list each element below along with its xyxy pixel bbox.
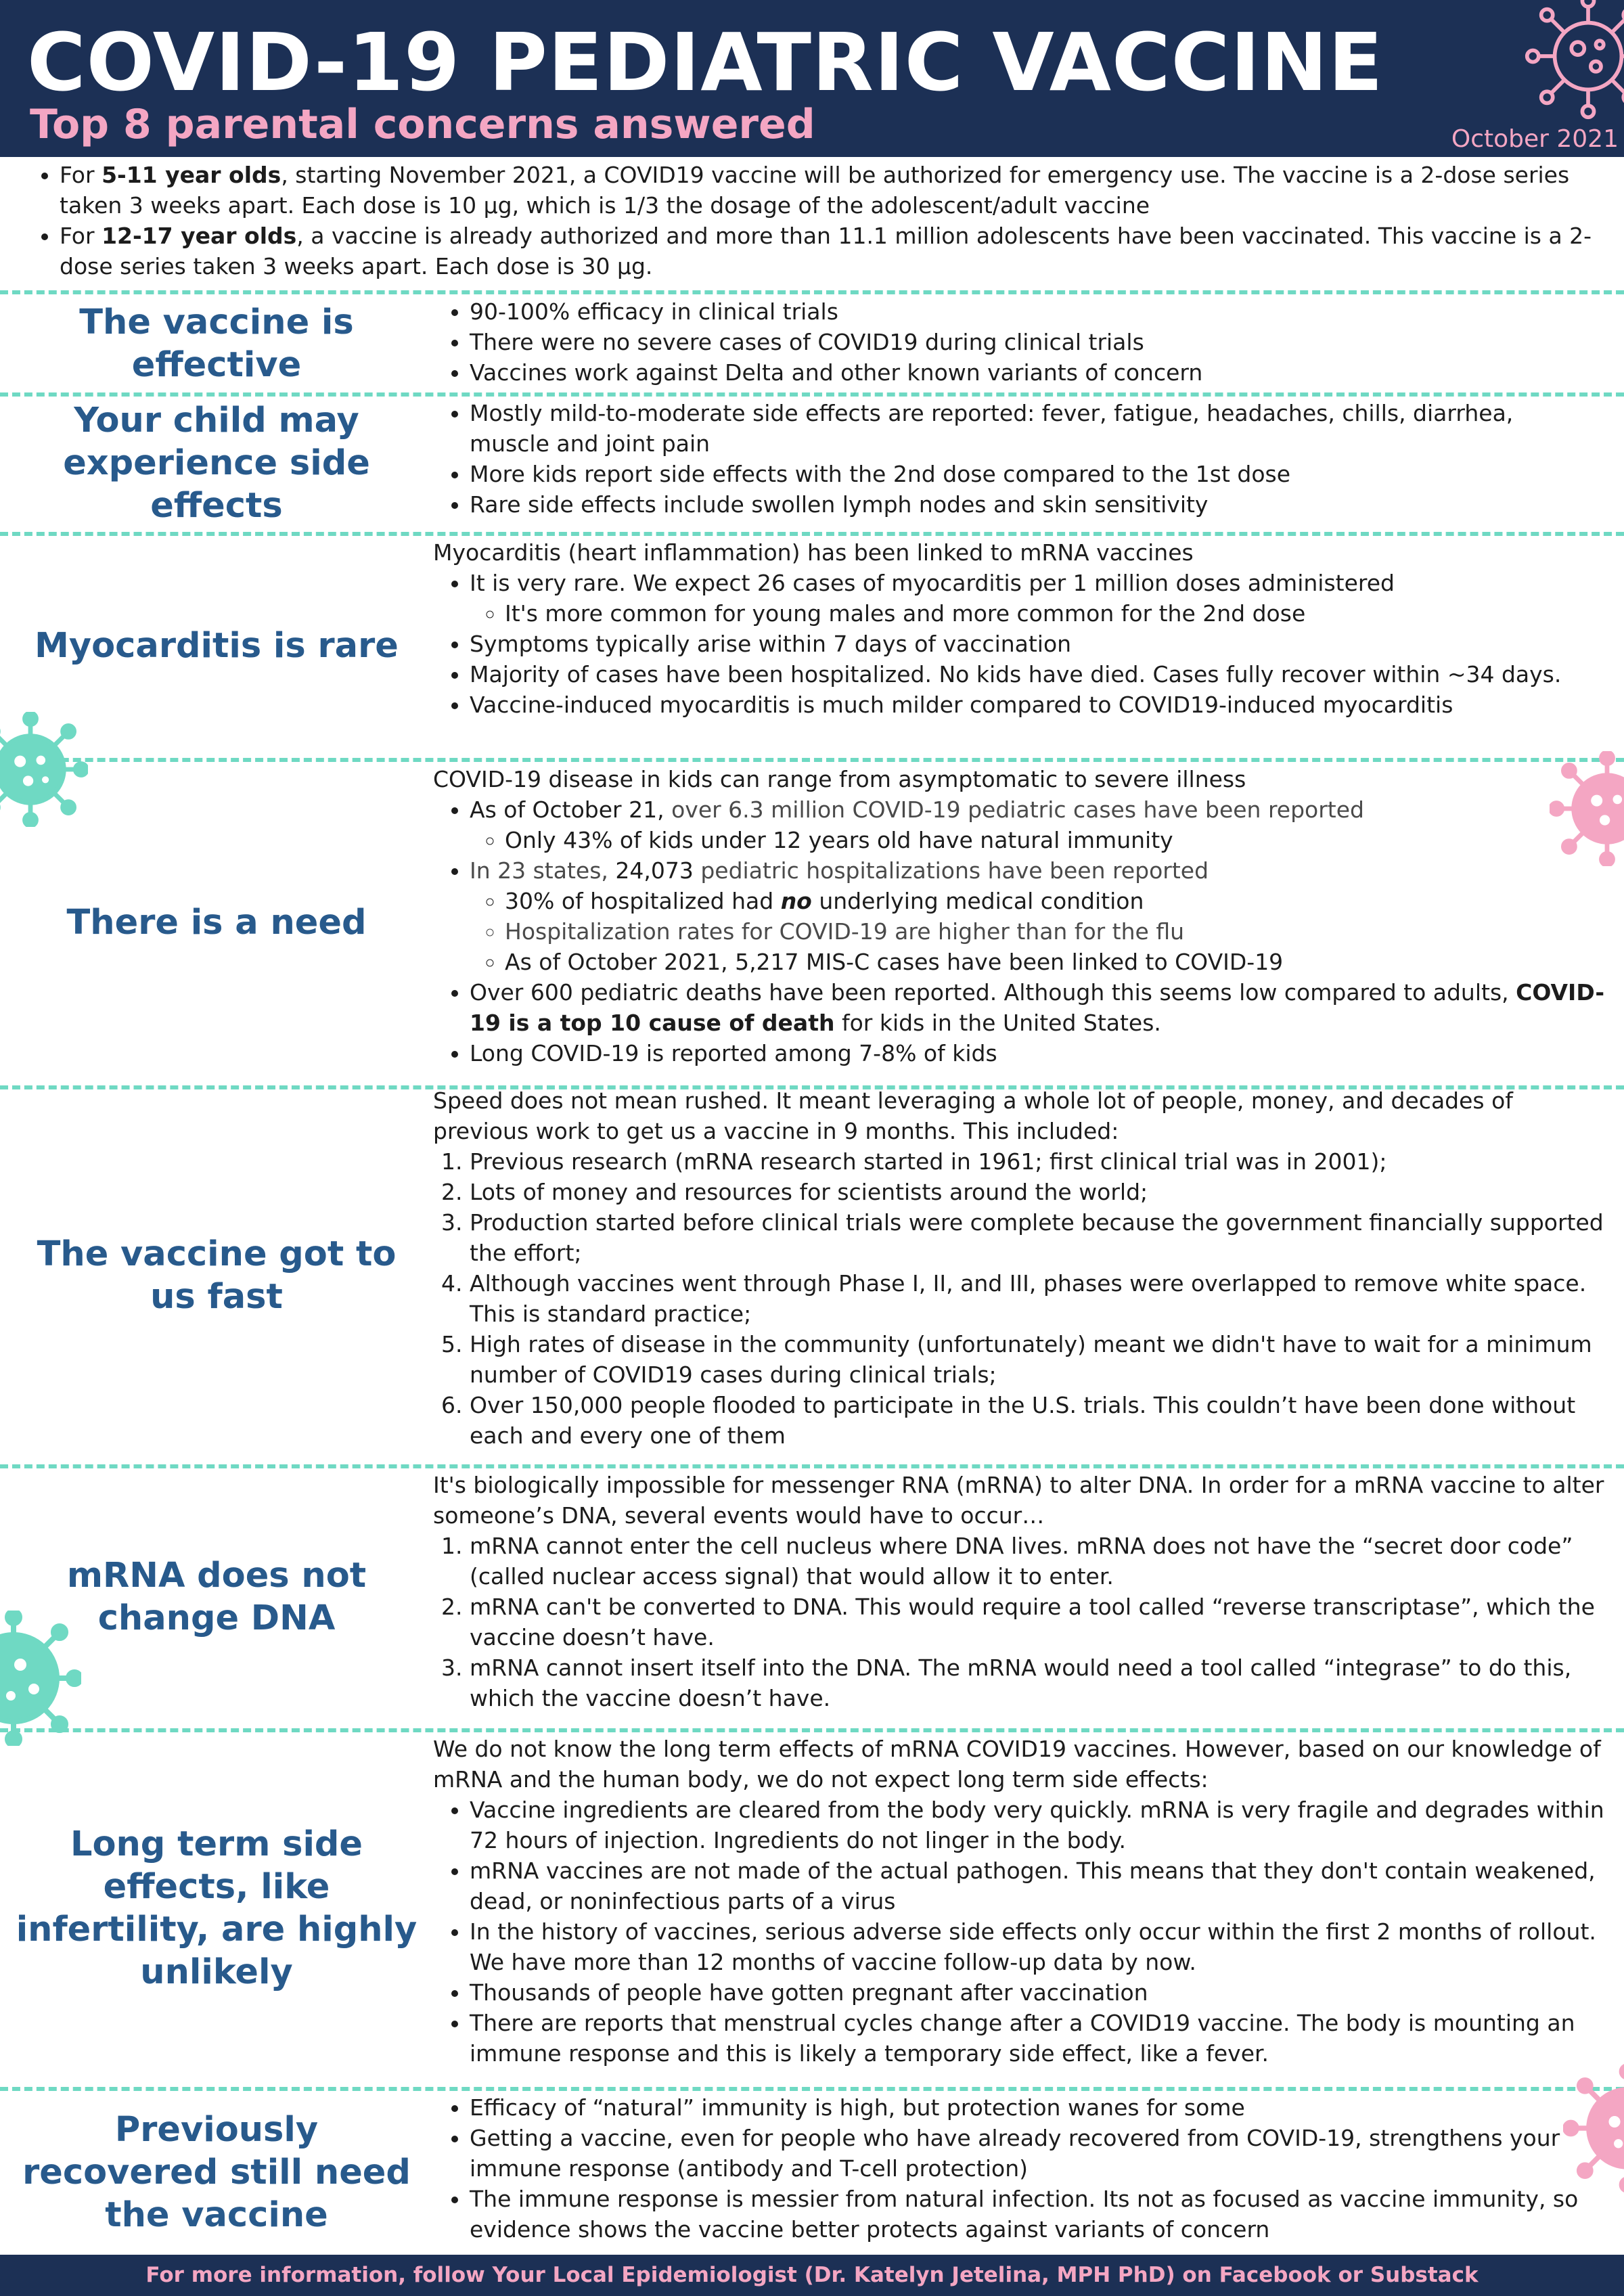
list-item: • More kids report side effects with the 2nd dose compared to the 1st dose (470, 459, 1543, 489)
list-item: 3. Production started before clinical trials were complete because the government financially supported the effort; (470, 1207, 1610, 1268)
list-item: • It is very rare. We expect 26 cases of myocarditis per 1 million doses administered ◦ It's more common for young males and more common for the 2nd dose (470, 568, 1610, 629)
list-item: 2. mRNA can't be converted to DNA. This would require a tool called “reverse transcriptase”, which the vaccine doesn’t have. (470, 1592, 1610, 1652)
list-item: 4. Although vaccines went through Phase I, II, and III, phases were overlapped to remove white space. This is standard practice; (470, 1268, 1610, 1329)
topic-heading-side-effects: Your child may experience side effects (63, 400, 370, 526)
list-item: • For 5-11 year olds, starting November 2021, a COVID19 vaccine will be authorized for emergency use. The vaccine is a 2-dose series taken 3 weeks apart. Each dose is 10 µg, which is 1/3 the dosage of the adolescent/adult vaccine (60, 160, 1608, 221)
list-subitem: ◦ Hospitalization rates for COVID-19 are higher than for the flu (505, 916, 1610, 947)
section-lead: Myocarditis (heart inflammation) has been linked to mRNA vaccines (433, 539, 1194, 566)
section-lead: COVID-19 disease in kids can range from asymptomatic to severe illness (433, 766, 1246, 792)
footer-text: For more information, follow Your Local Epidemiologist (Dr. Katelyn Jetelina, MPH PhD) on Facebook or Substack (145, 2263, 1479, 2287)
topic-heading-fast: The vaccine got to us fast (37, 1234, 397, 1317)
list-item: • Getting a vaccine, even for people who have already recovered from COVID-19, strengthens your immune response (antibody and T-cell protection) (470, 2123, 1583, 2184)
virus-icon (1563, 2064, 1624, 2192)
list-item: • Symptoms typically arise within 7 days of vaccination (470, 629, 1610, 659)
section-lead: It's biologically impossible for messenger RNA (mRNA) to alter DNA. In order for a mRNA vaccine to alter someone’s DNA, several events would have to occur… (433, 1472, 1604, 1529)
list-item: • The immune response is messier from natural infection. Its not as focused as vaccine immunity, so evidence shows the vaccine better protects against variants of concern (470, 2184, 1583, 2245)
topic-heading-myocarditis: Myocarditis is rare (35, 625, 399, 666)
list-item: • For 12-17 year olds, a vaccine is already authorized and more than 11.1 million adolescents have been vaccinated. This vaccine is a 2-dose series taken 3 weeks apart. Each dose is 30 µg. (60, 221, 1608, 282)
topic-heading-recovered: Previously recovered still need the vaccine (22, 2109, 411, 2235)
list-item: • There were no severe cases of COVID19 during clinical trials (470, 327, 1610, 357)
section-need-content (433, 764, 1610, 1068)
list-item: • Mostly mild-to-moderate side effects are reported: fever, fatigue, headaches, chills, diarrhea, muscle and joint pain (470, 398, 1543, 459)
list-item: • Majority of cases have been hospitalized. No kids have died. Cases fully recover within ~34 days. (470, 659, 1610, 690)
page-title: COVID-19 PEDIATRIC VACCINE (27, 16, 1384, 109)
list-item: • Efficacy of “natural” immunity is high, but protection wanes for some (470, 2092, 1583, 2123)
section-divider (0, 290, 1624, 294)
list-item: • Rare side effects include swollen lymph nodes and skin sensitivity (470, 489, 1543, 520)
list-subitem: ◦ Only 43% of kids under 12 years old have natural immunity (505, 825, 1610, 855)
list-item: • Vaccine-induced myocarditis is much milder compared to COVID19-induced myocarditis (470, 690, 1610, 720)
topic-heading-effective: The vaccine is effective (79, 302, 354, 385)
list-item: • mRNA vaccines are not made of the actual pathogen. This means that they don't contain weakened, dead, or noninfectious parts of a virus (470, 1855, 1610, 1916)
section-fast-content (433, 1085, 1610, 1451)
list-subitem: ◦ As of October 2021, 5,217 MIS-C cases have been linked to COVID-19 (505, 947, 1610, 977)
section-mrna-content (433, 1470, 1610, 1713)
intro-list (27, 160, 1608, 282)
list-item: 1. Previous research (mRNA research started in 1961; first clinical trial was in 2001); (470, 1146, 1610, 1177)
topic-heading-long-term: Long term side effects, like infertility, are highly unlikely (16, 1824, 418, 1992)
page-subtitle: Top 8 parental concerns answered (30, 101, 815, 148)
section-effective-content (433, 296, 1610, 388)
virus-icon (1524, 0, 1624, 120)
section-lead: We do not know the long term effects of mRNA COVID19 vaccines. However, based on our knowledge of mRNA and the human body, we do not expect long term side effects: (433, 1736, 1601, 1793)
list-item: • In the history of vaccines, serious adverse side effects only occur within the first 2 months of rollout. We have more than 12 months of vaccine follow-up data by now. (470, 1916, 1610, 1977)
footer-banner (0, 2255, 1624, 2296)
section-lead: Speed does not mean rushed. It meant leveraging a whole lot of people, money, and decades of previous work to get us a vaccine in 9 months. This included: (433, 1087, 1513, 1144)
list-item: • 90-100% efficacy in clinical trials (470, 296, 1610, 327)
list-subitem: ◦ It's more common for young males and more common for the 2nd dose (505, 598, 1610, 629)
topic-heading-need: There is a need (66, 902, 367, 943)
virus-icon (1550, 751, 1624, 866)
header-banner (0, 0, 1624, 157)
intro-section (27, 160, 1608, 282)
list-item: • Over 600 pediatric deaths have been reported. Although this seems low compared to adults, COVID-19 is a top 10 cause of death for kids in the United States. (470, 977, 1610, 1038)
list-item: • Vaccines work against Delta and other known variants of concern (470, 357, 1610, 388)
list-subitem: ◦ 30% of hospitalized had no underlying medical condition (505, 886, 1610, 916)
topic-heading-mrna: mRNA does not change DNA (66, 1556, 367, 1638)
section-side-effects-content (433, 398, 1543, 520)
virus-icon (0, 1611, 81, 1746)
list-item: 5. High rates of disease in the community (unfortunately) meant we didn't have to wait for a minimum number of COVID19 cases during clinical trials; (470, 1329, 1610, 1390)
list-item: 6. Over 150,000 people flooded to participate in the U.S. trials. This couldn’t have been done without each and every one of them (470, 1390, 1610, 1451)
section-long-term-content (433, 1734, 1610, 2069)
list-item: • In 23 states, 24,073 pediatric hospitalizations have been reported ◦ 30% of hospitalized had no underlying medical condition ◦ Hospitalization rates for COVID-19 are higher than for the flu ◦ As of October 2021, 5,217 MIS-C cases have been linked to COVID-19 (470, 855, 1610, 977)
list-item: • Vaccine ingredients are cleared from the body very quickly. mRNA is very fragile and degrades within 72 hours of injection. Ingredients do not linger in the body. (470, 1795, 1610, 1855)
list-item: • There are reports that menstrual cycles change after a COVID19 vaccine. The body is mounting an immune response and this is likely a temporary side effect, like a fever. (470, 2008, 1610, 2069)
list-item: • As of October 21, over 6.3 million COVID-19 pediatric cases have been reported ◦ Only 43% of kids under 12 years old have natural immunity (470, 794, 1610, 855)
virus-icon (0, 712, 88, 827)
list-item: 3. mRNA cannot insert itself into the DNA. The mRNA would need a tool called “integrase” to do this, which the vaccine doesn’t have. (470, 1652, 1610, 1713)
section-recovered-content (433, 2092, 1583, 2245)
list-item: • Long COVID-19 is reported among 7-8% of kids (470, 1038, 1610, 1068)
list-item: 1. mRNA cannot enter the cell nucleus where DNA lives. mRNA does not have the “secret door code” (called nuclear access signal) that would allow it to enter. (470, 1531, 1610, 1592)
list-item: • Thousands of people have gotten pregnant after vaccination (470, 1977, 1610, 2008)
section-myocarditis-content (433, 537, 1610, 720)
list-item: 2. Lots of money and resources for scientists around the world; (470, 1177, 1610, 1207)
publication-date: October 2021 (1451, 125, 1619, 153)
